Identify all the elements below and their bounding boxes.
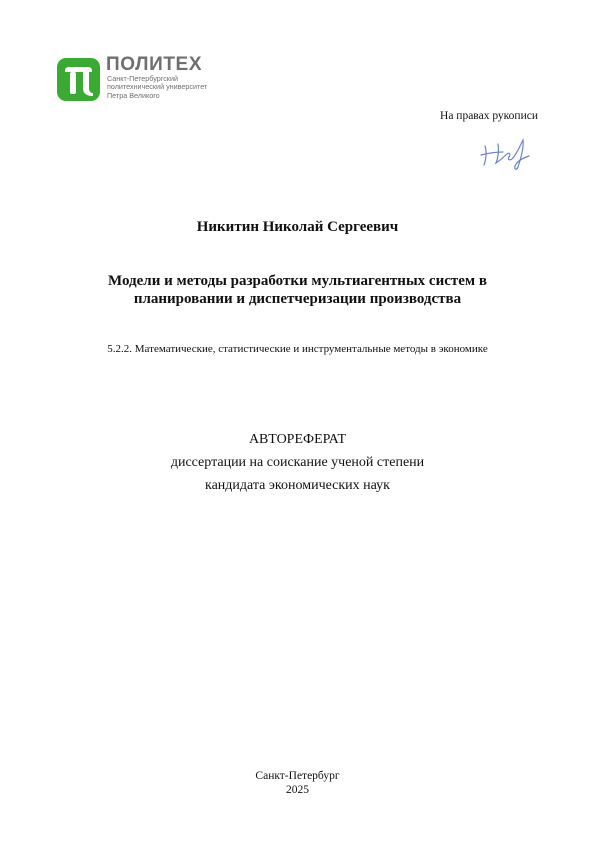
handwritten-signature (477, 134, 535, 174)
pi-logo-icon (57, 58, 100, 101)
logo-name: ПОЛИТЕХ (106, 54, 203, 75)
footer-year: 2025 (286, 784, 309, 796)
logo-subtitle (107, 75, 207, 100)
doc-type-line: кандидата экономических наук (205, 478, 390, 493)
doc-type-heading: АВТОРЕФЕРАТ (248, 432, 347, 447)
document-type (0, 428, 595, 497)
dissertation-title (0, 272, 595, 308)
footer-place-year (0, 769, 595, 797)
logo-subtitle-line: Петра Великого (107, 90, 160, 100)
university-logo (57, 55, 227, 103)
title-line: планировании и диспетчеризации производства (133, 291, 462, 307)
logo-subtitle-line: Санкт-Петербургский (107, 74, 178, 83)
doc-type-line: диссертации на соискание ученой степени (170, 455, 425, 470)
logo-subtitle-line: политехнический университет (107, 82, 208, 92)
title-line: Модели и методы разработки мультиагентных систем в (108, 273, 487, 289)
footer-city: Санкт-Петербург (255, 770, 340, 782)
author-name: Никитин Николай Сергеевич (196, 219, 399, 235)
manuscript-rights-note: На правах рукописи (440, 110, 538, 122)
specialty-code: 5.2.2. Математические, статистические и инструментальные методы в экономике (107, 343, 488, 355)
